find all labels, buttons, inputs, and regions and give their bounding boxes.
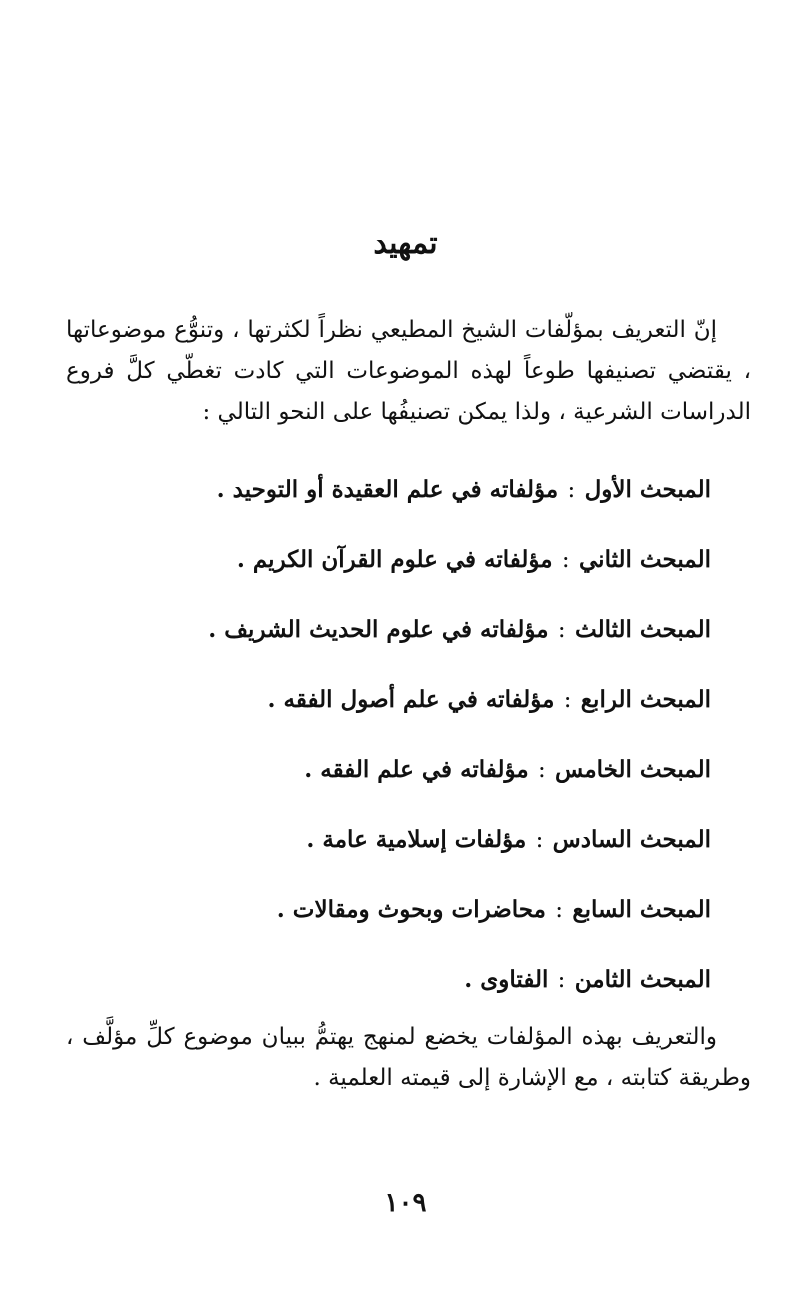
page-title: تمهيد xyxy=(373,226,438,261)
section-list xyxy=(91,470,711,1030)
section-separator: : xyxy=(547,897,571,923)
section-description: مؤلفات إسلامية عامة . xyxy=(306,826,527,853)
section-item xyxy=(91,750,711,820)
intro-paragraph xyxy=(66,310,751,433)
section-label: المبحث السادس xyxy=(552,826,711,853)
section-label: المبحث الثالث xyxy=(574,616,711,643)
section-label: المبحث الرابع xyxy=(580,686,711,713)
section-label: المبحث الأول xyxy=(584,476,711,503)
section-label: المبحث الثامن xyxy=(574,966,711,993)
page-number: ١٠٩ xyxy=(384,1188,427,1218)
outro-paragraph xyxy=(66,1017,751,1099)
section-description: مؤلفاته في علم أصول الفقه . xyxy=(267,686,555,713)
section-description: مؤلفاته في علوم القرآن الكريم . xyxy=(236,546,553,573)
section-description: الفتاوى . xyxy=(464,966,549,993)
section-separator: : xyxy=(550,617,573,643)
section-item xyxy=(91,890,711,960)
section-item xyxy=(91,610,711,680)
section-description: محاضرات وبحوث ومقالات . xyxy=(276,896,546,923)
section-separator: : xyxy=(550,967,573,993)
intro-paragraph-text: إنّ التعريف بمؤلّفات الشيخ المطيعي نظراً لكثرتها ، وتنوُّع موضوعاتها ، يقتضي تصنيفها طوعاً لهذه الموضوعات التي كادت تغطّي كلَّ فروع الدراسات الشرعية ، ولذا يمكن تصنيفُها على النحو التالي : xyxy=(66,317,751,425)
section-separator: : xyxy=(554,547,577,573)
section-description: مؤلفاته في علوم الحديث الشريف . xyxy=(208,616,549,643)
section-item xyxy=(91,820,711,890)
section-item xyxy=(91,680,711,750)
section-item xyxy=(91,540,711,610)
outro-paragraph-text: والتعريف بهذه المؤلفات يخضع لمنهج يهتمُّ ببيان موضوع كلِّ مؤلَّف ، وطريقة كتابته ، مع الإشارة إلى قيمته العلمية . xyxy=(66,1024,751,1091)
section-label: المبحث السابع xyxy=(572,896,711,923)
section-description: مؤلفاته في علم الفقه . xyxy=(304,756,529,783)
section-separator: : xyxy=(560,477,583,503)
section-label: المبحث الخامس xyxy=(555,756,711,783)
section-separator: : xyxy=(530,757,554,783)
section-description: مؤلفاته في علم العقيدة أو التوحيد . xyxy=(216,476,559,503)
section-separator: : xyxy=(528,827,551,853)
section-label: المبحث الثاني xyxy=(579,546,711,573)
section-item xyxy=(91,470,711,540)
section-separator: : xyxy=(556,687,579,713)
